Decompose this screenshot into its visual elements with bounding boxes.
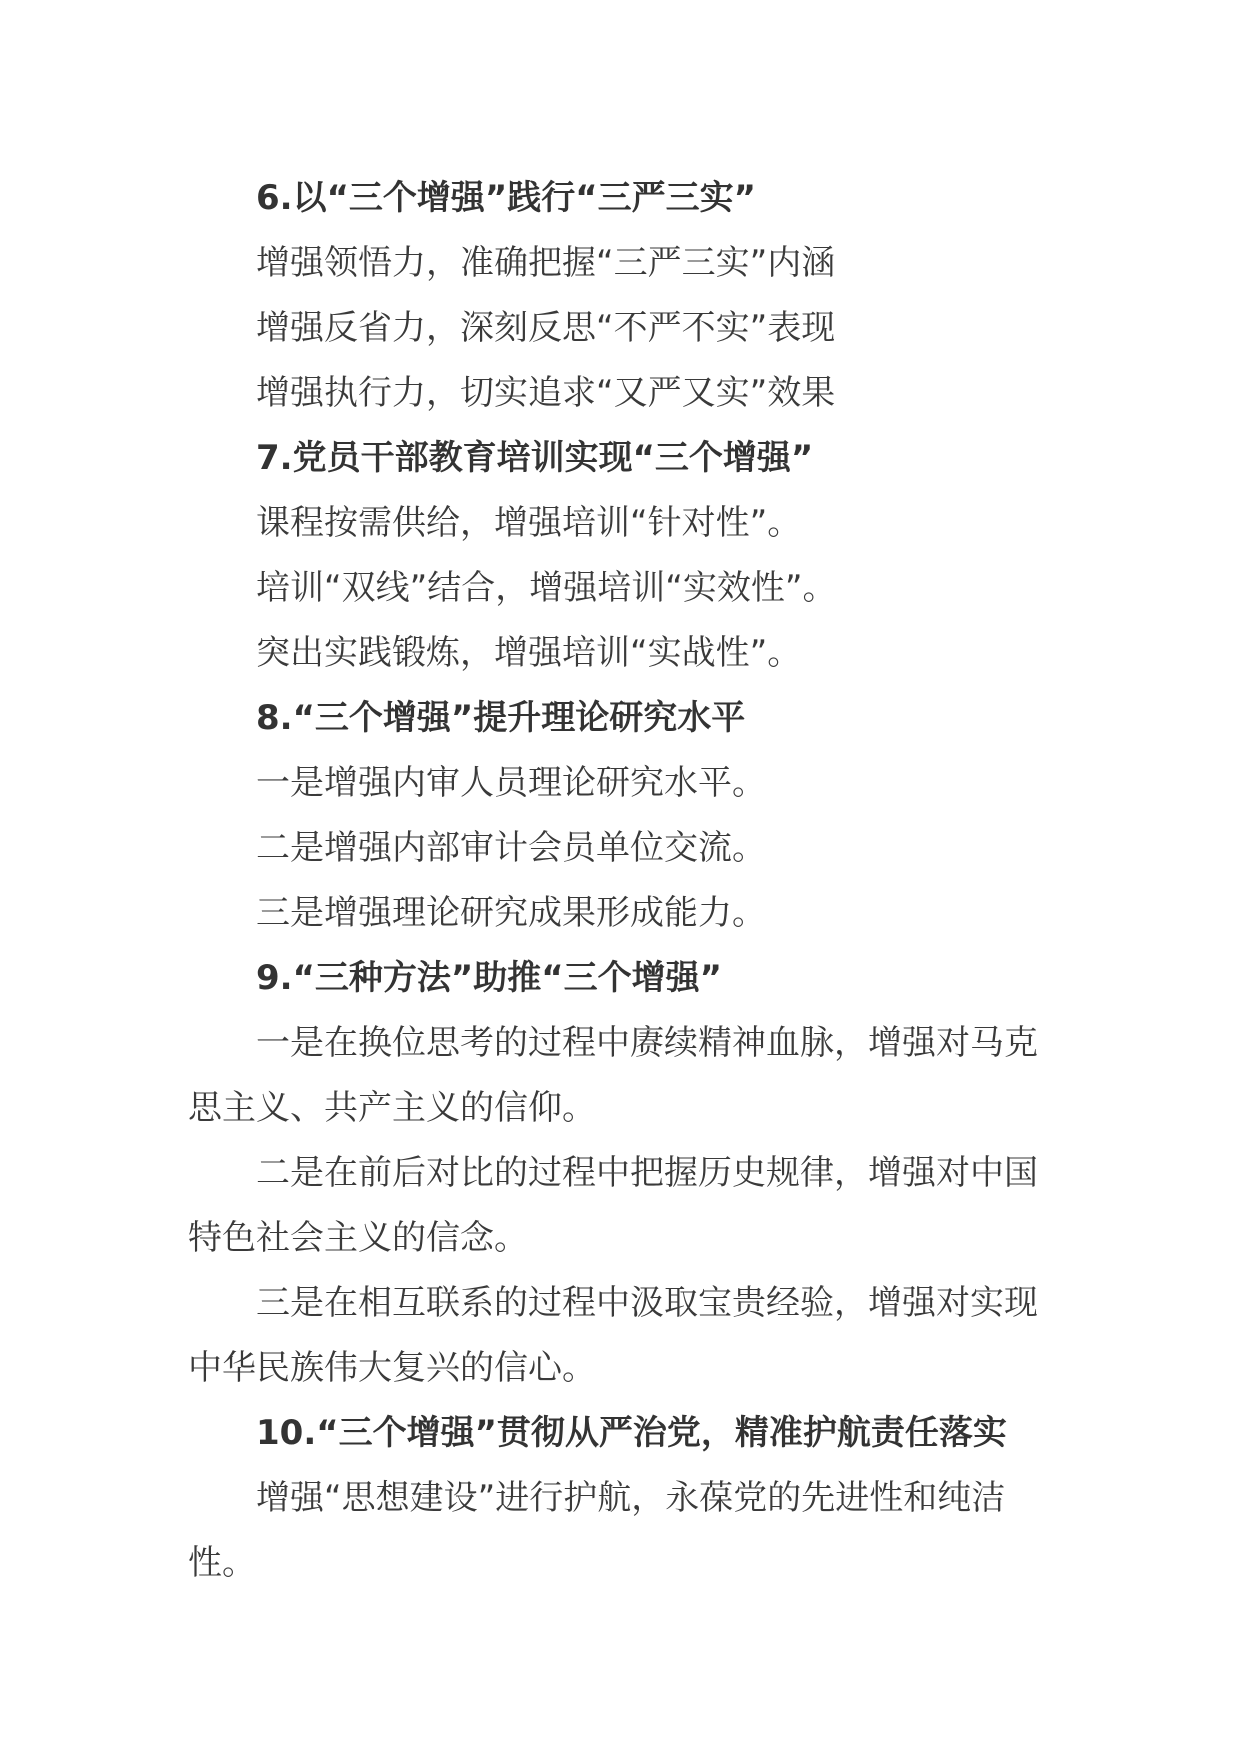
list-item: 培训“双线”结合，增强培训“实效性”。: [256, 568, 837, 608]
list-item: 增强执行力，切实追求“又严又实”效果: [256, 373, 836, 413]
paragraph: [188, 1011, 1056, 1141]
paragraph-line: 一是在换位思考的过程中赓续精神血脉，增强对马克: [256, 1023, 1038, 1063]
paragraph-line: 二是在前后对比的过程中把握历史规律，增强对中国: [256, 1153, 1038, 1193]
paragraph-line: 三是在相互联系的过程中汲取宝贵经验，增强对实现: [256, 1283, 1038, 1323]
paragraph: [188, 1466, 1056, 1596]
list-item: 增强领悟力，准确把握“三严三实”内涵: [256, 243, 836, 283]
list-item: 课程按需供给，增强培训“针对性”。: [256, 503, 802, 543]
paragraph-line: 性。: [188, 1543, 256, 1583]
section-heading-6: 6.以“三个增强”践行“三严三实”: [256, 178, 756, 218]
document-body: [188, 166, 1056, 1596]
section-heading-9: 9.“三种方法”助推“三个增强”: [256, 958, 722, 998]
paragraph-line: 增强“思想建设”进行护航，永葆党的先进性和纯洁: [256, 1478, 1006, 1518]
paragraph: [188, 1271, 1056, 1401]
section-heading-7: 7.党员干部教育培训实现“三个增强”: [256, 438, 814, 478]
list-item: 一是增强内审人员理论研究水平。: [256, 763, 766, 803]
section-heading-10: 10.“三个增强”贯彻从严治党，精准护航责任落实: [256, 1413, 1007, 1453]
list-item: 增强反省力，深刻反思“不严不实”表现: [256, 308, 836, 348]
paragraph-line: 特色社会主义的信念。: [188, 1218, 528, 1258]
paragraph-line: 中华民族伟大复兴的信心。: [188, 1348, 596, 1388]
list-item: 突出实践锻炼，增强培训“实战性”。: [256, 633, 802, 673]
paragraph-line: 思主义、共产主义的信仰。: [188, 1088, 596, 1128]
list-item: 二是增强内部审计会员单位交流。: [256, 828, 766, 868]
section-heading-8: 8.“三个增强”提升理论研究水平: [256, 698, 746, 738]
paragraph: [188, 1141, 1056, 1271]
list-item: 三是增强理论研究成果形成能力。: [256, 893, 766, 933]
